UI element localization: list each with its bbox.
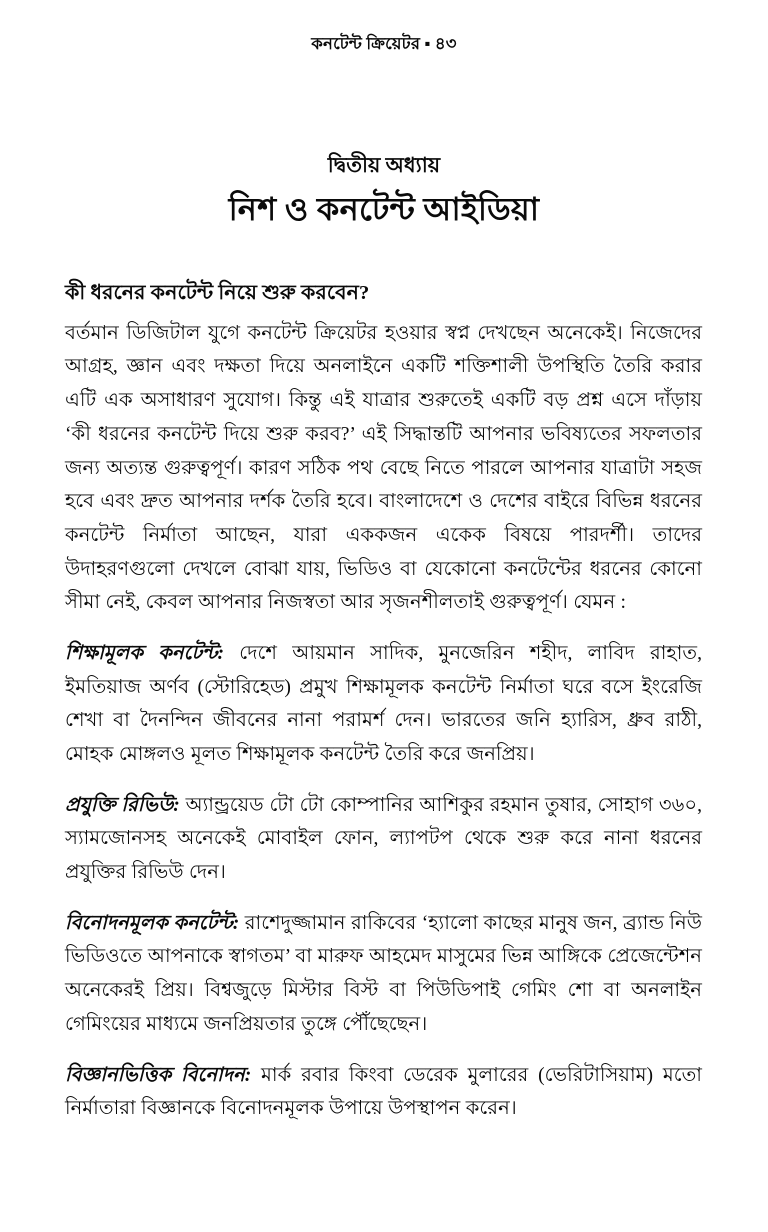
content-type-term: প্রযুক্তি রিভিউ: xyxy=(65,794,180,816)
chapter-title: নিশ ও কনটেন্ট আইডিয়া xyxy=(228,190,540,227)
content-type-term: বিনোদনমূলক কনটেন্ট: xyxy=(65,912,240,934)
chapter-heading-block xyxy=(0,150,768,232)
content-type-term: শিক্ষামূলক কনটেন্ট: xyxy=(65,642,225,664)
content-type-term: বিজ্ঞানভিত্তিক বিনোদন: xyxy=(65,1064,252,1086)
content-type-paragraph xyxy=(65,907,702,1042)
chapter-eyebrow: দ্বিতীয় অধ্যায় xyxy=(327,153,441,177)
content-type-paragraph xyxy=(65,789,702,890)
body-text-column xyxy=(65,278,702,1126)
content-type-paragraph xyxy=(65,637,702,772)
content-type-description: রাশেদুজ্জামান রাকিবের ‘হ্যালো কাছের মানুষ জন, ব্র্যান্ড নিউ ভিডিওতে আপনাকে স্বাগতম’ বা মারুফ আহমেদ মাসুমের ভিন্ন আঙ্গিকে প্রেজেন্টেশন অনেকেরই প্রিয়। বিশ্বজুড়ে মিস্টার বিস্ট বা পিউডিপাই গেমিং শো বা অনলাইন গেমিংয়ের মাধ্যমে জনপ্রিয়তার তুঙ্গে পৌঁছেছেন। xyxy=(65,912,702,1035)
content-type-description: দেশে আয়মান সাদিক, মুনজেরিন শহীদ, লাবিদ রাহাত, ইমতিয়াজ অর্ণব (স্টোরিহেড) প্রমুখ শিক্ষামূলক কনটেন্ট নির্মাতা ঘরে বসে ইংরেজি শেখা বা দৈনন্দিন জীবনের নানা পরামর্শ দেন। ভারতের জনি হ্যারিস, ধ্রুব রাঠী, মোহক মোঙ্গলও মূলত শিক্ষামূলক কনটেন্ট তৈরি করে জনপ্রিয়। xyxy=(65,642,702,766)
content-type-description: মার্ক রবার কিংবা ডেরেক মুলারের (ভেরিটাসিয়াম) মতো নির্মাতারা বিজ্ঞানকে বিনোদনমূলক উপায়ে উপস্থাপন করেন। xyxy=(65,1064,702,1120)
section-heading: কী ধরনের কনটেন্ট নিয়ে শুরু করবেন? xyxy=(65,282,370,304)
content-type-description: অ্যান্ড্রয়েড টো টো কোম্পানির আশিকুর রহমান তুষার, সোহাগ ৩৬০, স্যামজোনসহ অনেকেই মোবাইল ফোন, ল্যাপটপ থেকে শুরু করে নানা ধরনের প্রযুক্তির রিভিউ দেন। xyxy=(65,794,702,884)
running-header: কনটেন্ট ক্রিয়েটর ▪ ৪৩ xyxy=(311,34,457,53)
content-type-paragraph xyxy=(65,1059,702,1126)
intro-paragraph: বর্তমান ডিজিটাল যুগে কনটেন্ট ক্রিয়েটর হওয়ার স্বপ্ন দেখছেন অনেকেই। নিজেদের আগ্রহ, জ্ঞান এবং দক্ষতা দিয়ে অনলাইনে একটি শক্তিশালী উপস্থিতি তৈরি করার এটি এক অসাধারণ সুযোগ। কিন্তু এই যাত্রার শুরুতেই একটি বড় প্রশ্ন এসে দাঁড়ায় ‘কী ধরনের কনটেন্ট দিয়ে শুরু করব?’ এই সিদ্ধান্তটি আপনার ভবিষ্যতের সফলতার জন্য অত্যন্ত গুরুত্বপূর্ণ। কারণ সঠিক পথ বেছে নিতে পারলে আপনার যাত্রাটা সহজ হবে এবং দ্রুত আপনার দর্শক তৈরি হবে। বাংলাদেশে ও দেশের বাইরে বিভিন্ন ধরনের কনটেন্ট নির্মাতা আছেন, যারা এককজন একেক বিষয়ে পারদর্শী। তাদের উদাহরণগুলো দেখলে বোঝা যায়, ভিডিও বা যেকোনো কনটেন্টের ধরনের কোনো সীমা নেই, কেবল আপনার নিজস্বতা আর সৃজনশীলতাই গুরুত্বপূর্ণ। যেমন : xyxy=(65,322,702,614)
